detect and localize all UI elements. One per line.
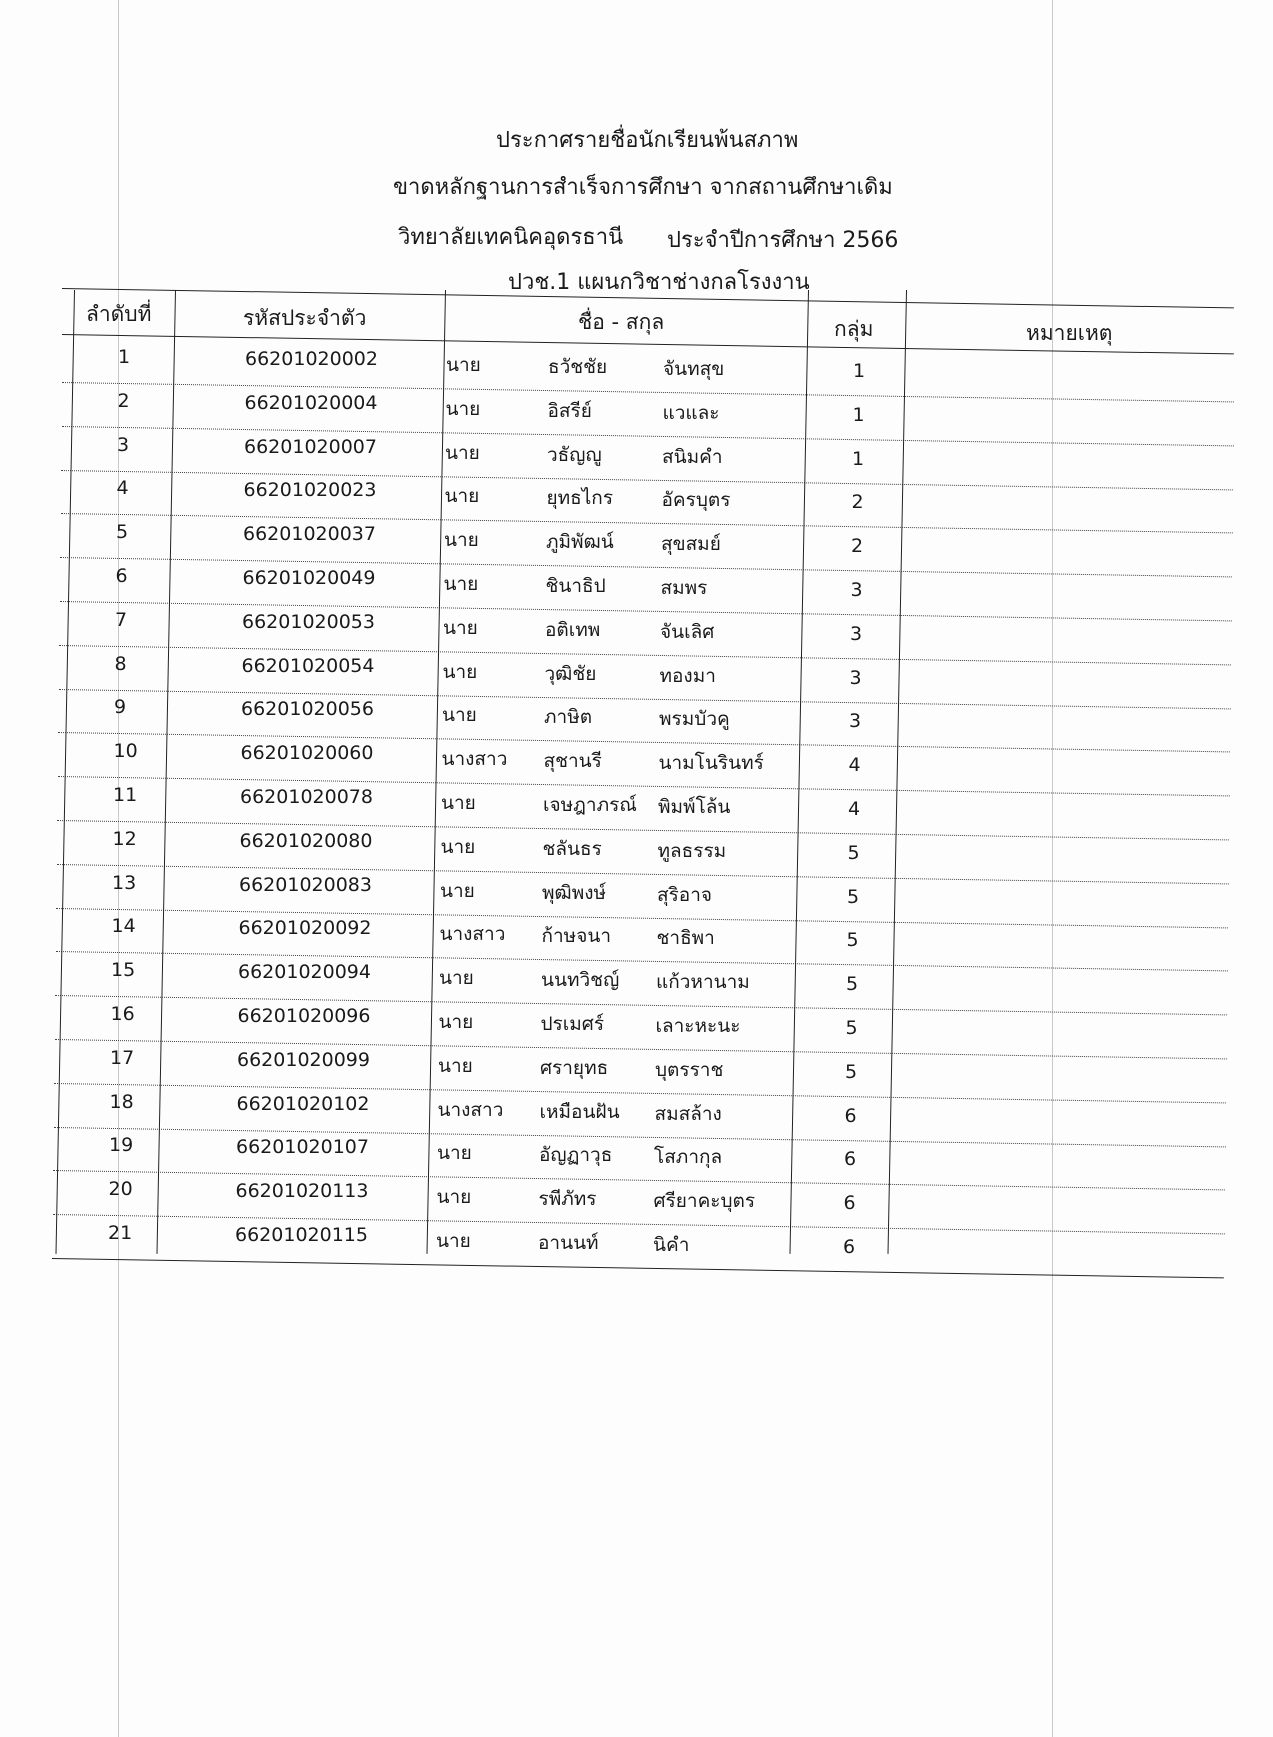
row-number: 5 bbox=[116, 521, 129, 544]
header-title-line-2: ขาดหลักฐานการสำเร็จการศึกษา จากสถานศึกษาเดิม bbox=[393, 175, 893, 200]
group-number: 4 bbox=[848, 798, 861, 820]
first-name: อานนท์ bbox=[538, 1232, 599, 1254]
row-number: 21 bbox=[108, 1222, 133, 1244]
row-separator bbox=[54, 1039, 1226, 1059]
group-number: 6 bbox=[843, 1236, 856, 1258]
first-name: ยุทธไกร bbox=[546, 487, 614, 510]
row-number: 8 bbox=[114, 652, 127, 675]
column-header-remark: หมายเหตุ bbox=[1026, 321, 1113, 345]
name-prefix: นาย bbox=[446, 354, 481, 376]
name-prefix: นางสาว bbox=[437, 1098, 504, 1121]
name-prefix: นาย bbox=[443, 573, 479, 595]
last-name: พิมพ์โล้น bbox=[658, 796, 731, 818]
name-prefix: นาย bbox=[445, 397, 481, 420]
student-id: 66201020096 bbox=[237, 1005, 371, 1027]
student-id: 66201020107 bbox=[236, 1136, 369, 1159]
row-number: 16 bbox=[110, 1003, 135, 1025]
group-number: 3 bbox=[850, 579, 863, 601]
first-name: วธัญญู bbox=[547, 443, 602, 466]
first-name: ศรายุทธ bbox=[540, 1056, 609, 1079]
col-border-group-remark bbox=[887, 290, 907, 1254]
row-number: 17 bbox=[110, 1046, 135, 1069]
last-name: ทองมา bbox=[659, 664, 716, 687]
row-number: 13 bbox=[112, 871, 137, 894]
row-number: 3 bbox=[117, 433, 130, 456]
row-separator bbox=[60, 557, 1232, 577]
header-department: ปวช.1 แผนกวิชาช่างกลโรงงาน bbox=[508, 270, 810, 295]
row-number: 15 bbox=[111, 959, 136, 982]
row-separator bbox=[52, 1214, 1224, 1234]
last-name: สุริอาจ bbox=[657, 883, 713, 906]
last-name: สมสล้าง bbox=[654, 1102, 722, 1125]
group-number: 1 bbox=[852, 447, 865, 470]
row-number: 14 bbox=[111, 915, 136, 938]
student-id: 66201020092 bbox=[238, 917, 372, 940]
row-number: 11 bbox=[113, 784, 138, 806]
student-id: 66201020078 bbox=[240, 786, 373, 808]
group-number: 5 bbox=[847, 841, 860, 864]
student-id: 66201020083 bbox=[239, 873, 372, 896]
group-number: 5 bbox=[845, 1060, 858, 1083]
name-prefix: นาย bbox=[440, 879, 475, 902]
student-id: 66201020113 bbox=[235, 1180, 369, 1203]
first-name: พุฒิพงษ์ bbox=[542, 881, 607, 904]
name-prefix: นางสาว bbox=[439, 923, 506, 946]
last-name: โสภากุล bbox=[654, 1146, 723, 1169]
row-separator bbox=[58, 689, 1230, 709]
first-name: ภูมิพัฒน์ bbox=[546, 531, 614, 554]
group-number: 2 bbox=[851, 535, 864, 558]
name-prefix: นาย bbox=[444, 485, 480, 508]
student-id: 66201020007 bbox=[244, 435, 377, 458]
row-separator bbox=[57, 776, 1229, 796]
name-prefix: นาย bbox=[436, 1186, 472, 1209]
first-name: ภาษิต bbox=[544, 706, 593, 729]
column-header-student-id: รหัสประจำตัว bbox=[243, 306, 367, 330]
last-name: อัครบุตร bbox=[661, 489, 731, 512]
group-number: 4 bbox=[848, 754, 861, 777]
student-id: 66201020102 bbox=[236, 1092, 370, 1115]
group-number: 6 bbox=[844, 1104, 857, 1127]
first-name: วุฒิชัย bbox=[544, 662, 597, 685]
first-name: เหมือนฝัน bbox=[539, 1100, 620, 1123]
first-name: ปรเมศร์ bbox=[540, 1013, 605, 1035]
row-separator bbox=[52, 1258, 1224, 1278]
row-separator bbox=[58, 732, 1230, 752]
last-name: จันทสุข bbox=[663, 358, 725, 380]
column-header-name: ชื่อ - สกุล bbox=[578, 310, 665, 334]
name-prefix: นาย bbox=[438, 1011, 474, 1033]
first-name: รพีภัทร bbox=[538, 1188, 597, 1211]
student-id: 66201020115 bbox=[235, 1224, 368, 1246]
row-number: 10 bbox=[113, 740, 138, 763]
first-name: เจษฎาภรณ์ bbox=[543, 794, 637, 816]
student-id: 66201020056 bbox=[241, 698, 374, 721]
group-number: 2 bbox=[851, 491, 864, 514]
row-number: 20 bbox=[108, 1178, 133, 1201]
student-id: 66201020080 bbox=[239, 829, 373, 852]
last-name: ศรียาคะบุตร bbox=[653, 1190, 756, 1213]
last-name: แก้วหานาม bbox=[656, 971, 750, 994]
row-number: 18 bbox=[109, 1090, 134, 1113]
group-number: 5 bbox=[847, 885, 860, 908]
student-id: 66201020099 bbox=[237, 1048, 370, 1071]
student-id: 66201020004 bbox=[244, 391, 378, 414]
student-id: 66201020060 bbox=[240, 742, 374, 765]
last-name: พรมบัวคู bbox=[659, 708, 730, 731]
first-name: อิสรีย์ bbox=[547, 399, 592, 422]
student-id: 66201020053 bbox=[242, 610, 375, 633]
row-number: 12 bbox=[112, 827, 137, 850]
group-number: 6 bbox=[844, 1148, 857, 1171]
first-name: อัญฏาวุธ bbox=[539, 1144, 613, 1167]
student-id: 66201020023 bbox=[243, 479, 377, 502]
name-prefix: นาย bbox=[443, 616, 478, 639]
row-number: 7 bbox=[115, 608, 128, 631]
first-name: นนทวิชญ์ bbox=[541, 969, 620, 992]
last-name: สุขสมย์ bbox=[661, 533, 721, 556]
student-id: 66201020037 bbox=[243, 523, 376, 546]
last-name: นามโนรินทร์ bbox=[658, 752, 764, 775]
first-name: ธวัชชัย bbox=[548, 356, 608, 378]
last-name: สมพร bbox=[660, 577, 708, 599]
last-name: จันเลิศ bbox=[660, 620, 715, 643]
student-id: 66201020049 bbox=[242, 567, 376, 589]
row-number: 4 bbox=[116, 477, 129, 500]
student-id: 66201020054 bbox=[241, 654, 375, 677]
last-name: แวและ bbox=[662, 401, 720, 424]
row-separator bbox=[53, 1170, 1225, 1190]
name-prefix: นาย bbox=[442, 660, 478, 683]
first-name: ก้าษจนา bbox=[541, 925, 611, 948]
row-separator bbox=[61, 470, 1233, 490]
first-name: สุชานรี bbox=[543, 750, 602, 773]
row-separator bbox=[57, 820, 1229, 840]
row-number: 19 bbox=[109, 1134, 134, 1157]
last-name: เลาะหะนะ bbox=[655, 1015, 741, 1037]
row-separator bbox=[53, 1127, 1225, 1147]
col-border-left bbox=[55, 290, 75, 1254]
last-name: ชาธิพา bbox=[656, 927, 715, 950]
student-id: 66201020094 bbox=[238, 961, 371, 984]
row-separator bbox=[60, 513, 1232, 533]
column-header-group: กลุ่ม bbox=[834, 317, 874, 341]
name-prefix: นาย bbox=[441, 792, 476, 814]
group-number: 1 bbox=[853, 360, 866, 382]
group-number: 6 bbox=[843, 1192, 856, 1215]
header-college-name: วิทยาลัยเทคนิคอุดรธานี bbox=[398, 225, 624, 250]
name-prefix: นาย bbox=[436, 1230, 471, 1252]
row-separator bbox=[59, 601, 1231, 621]
col-border-no-id bbox=[156, 290, 176, 1254]
first-name: ชินาธิป bbox=[545, 575, 606, 597]
name-prefix: นาย bbox=[437, 1142, 472, 1165]
row-separator bbox=[61, 426, 1233, 446]
last-name: ทูลธรรม bbox=[657, 839, 727, 862]
row-number: 6 bbox=[115, 565, 128, 587]
name-prefix: นาย bbox=[438, 1054, 473, 1077]
group-number: 3 bbox=[849, 710, 862, 733]
last-name: นิคำ bbox=[653, 1234, 690, 1256]
group-number: 1 bbox=[852, 403, 865, 426]
name-prefix: นาย bbox=[439, 967, 474, 990]
group-number: 3 bbox=[849, 666, 862, 689]
first-name: อติเทพ bbox=[545, 618, 601, 641]
scan-fold-line-right bbox=[1052, 0, 1053, 1737]
last-name: บุตรราช bbox=[655, 1058, 724, 1081]
name-prefix: นาย bbox=[440, 835, 476, 858]
name-prefix: นางสาว bbox=[441, 748, 508, 771]
name-prefix: นาย bbox=[444, 529, 479, 552]
col-border-name-group bbox=[789, 290, 809, 1254]
student-id: 66201020002 bbox=[245, 348, 378, 370]
row-number: 9 bbox=[114, 696, 127, 719]
column-header-no: ลำดับที่ bbox=[86, 302, 152, 326]
last-name: สนิมคำ bbox=[662, 445, 723, 468]
group-number: 5 bbox=[845, 1017, 858, 1039]
row-separator bbox=[54, 1083, 1226, 1103]
first-name: ชลันธร bbox=[542, 837, 602, 860]
row-number: 1 bbox=[118, 346, 131, 368]
row-separator bbox=[59, 645, 1231, 665]
name-prefix: นาย bbox=[442, 704, 477, 727]
scan-fold-line-left bbox=[118, 0, 119, 1737]
row-separator bbox=[62, 382, 1234, 402]
header-academic-year: ประจำปีการศึกษา 2566 bbox=[667, 228, 899, 253]
row-number: 2 bbox=[117, 389, 130, 412]
name-prefix: นาย bbox=[445, 441, 480, 464]
header-title-line-1: ประกาศรายชื่อนักเรียนพ้นสภาพ bbox=[496, 128, 799, 153]
group-number: 5 bbox=[846, 973, 859, 996]
group-number: 5 bbox=[846, 929, 859, 952]
group-number: 3 bbox=[850, 622, 863, 645]
